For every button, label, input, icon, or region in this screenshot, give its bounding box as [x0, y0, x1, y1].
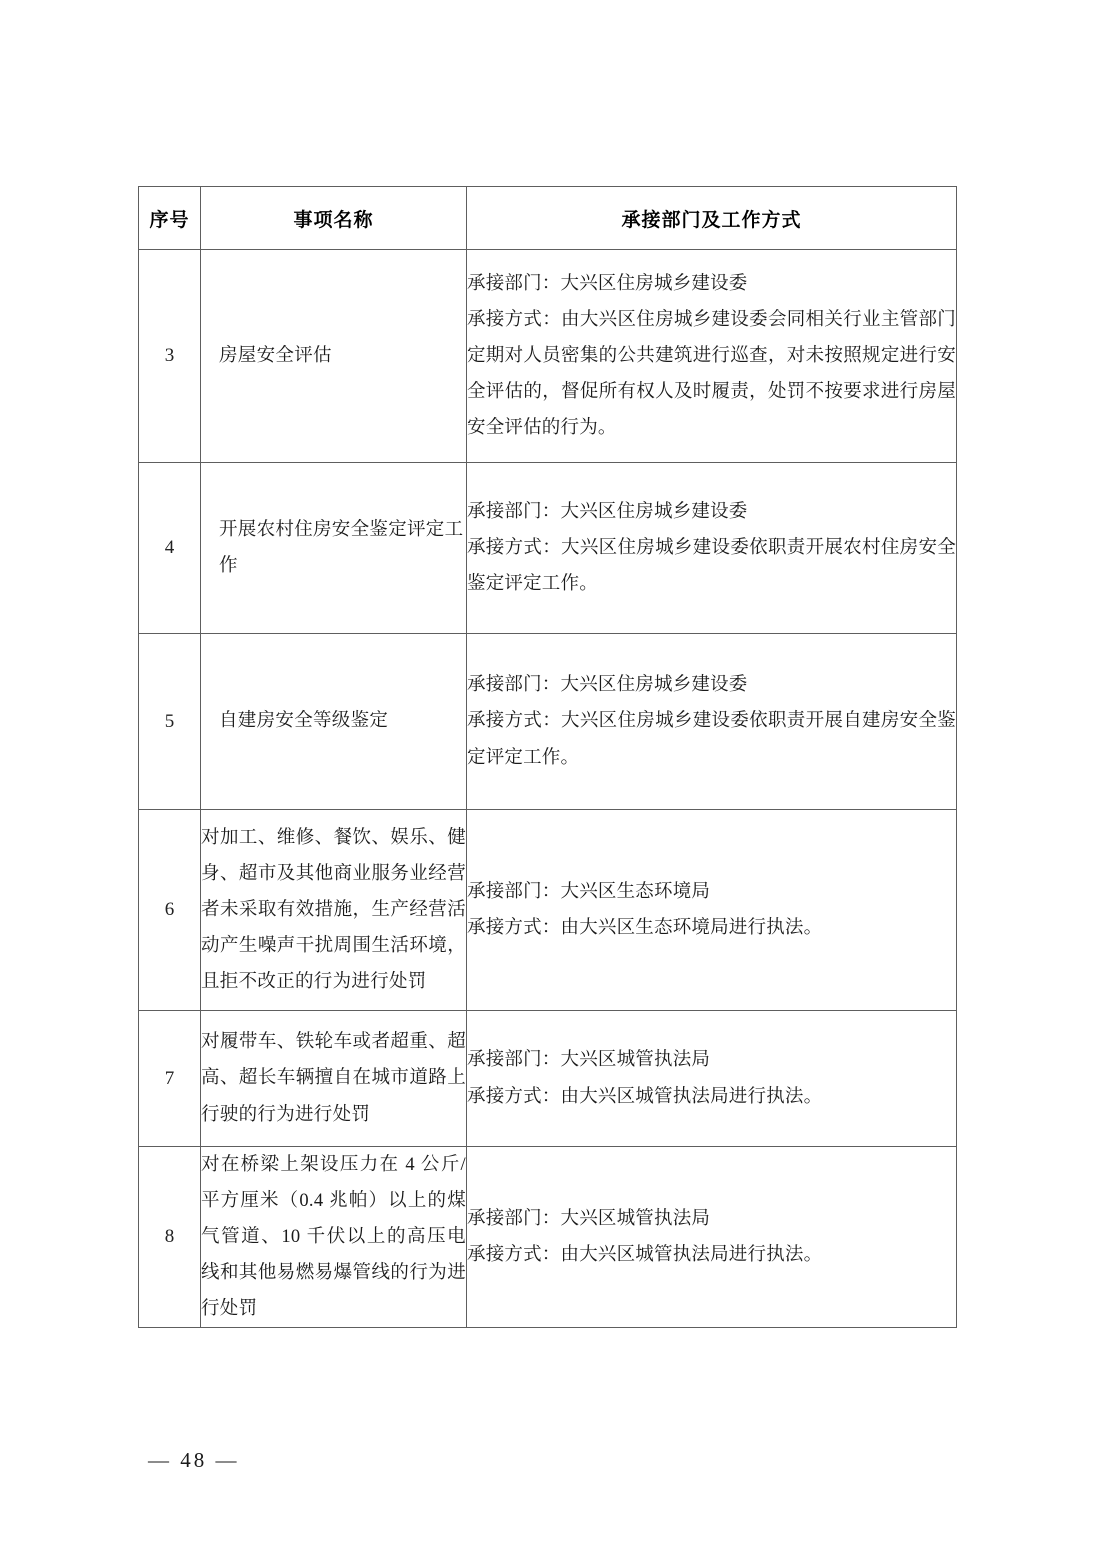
- row-department-method: [467, 1147, 957, 1328]
- department-line: 承接部门：大兴区城管执法局: [467, 1209, 711, 1230]
- department-line: 承接部门：大兴区生态环境局: [467, 881, 711, 902]
- department-line: 承接部门：大兴区住房城乡建设委: [467, 273, 748, 294]
- row-department-method: [467, 463, 957, 634]
- table-row: [139, 463, 957, 634]
- row-item-name: [201, 810, 467, 1011]
- row-item-name: 房屋安全评估: [201, 250, 467, 463]
- table-row: [139, 810, 957, 1011]
- method-line: 承接方式：由大兴区城管执法局进行执法。: [467, 1245, 823, 1266]
- column-header-sequence: 序号: [139, 187, 201, 250]
- responsibility-table: [138, 186, 957, 1328]
- item-name-text: 对加工、维修、餐饮、娱乐、健身、超市及其他商业服务业经营者未采取有效措施，生产经营活动产生噪声干扰周围生活环境，且拒不改正的行为进行处罚: [201, 827, 466, 993]
- column-header-department-method: 承接部门及工作方式: [467, 187, 957, 250]
- method-line: 承接方式：大兴区住房城乡建设委依职责开展农村住房安全鉴定评定工作。: [467, 537, 956, 595]
- department-line: 承接部门：大兴区住房城乡建设委: [467, 675, 748, 696]
- table-row: [139, 1011, 957, 1147]
- row-item-name: [201, 1147, 467, 1328]
- row-sequence-number: 3: [139, 250, 201, 463]
- method-line: 承接方式：由大兴区城管执法局进行执法。: [467, 1086, 823, 1107]
- method-line: 承接方式：大兴区住房城乡建设委依职责开展自建房安全鉴定评定工作。: [467, 711, 956, 768]
- row-sequence-number: 5: [139, 634, 201, 810]
- table-row: [139, 634, 957, 810]
- row-sequence-number: 6: [139, 810, 201, 1011]
- page-number: — 48 —: [148, 1448, 240, 1472]
- row-department-method: [467, 810, 957, 1011]
- column-header-item-name: 事项名称: [201, 187, 467, 250]
- table-row: [139, 1147, 957, 1328]
- row-sequence-number: 7: [139, 1011, 201, 1147]
- row-sequence-number: 8: [139, 1147, 201, 1328]
- method-line: 承接方式：由大兴区住房城乡建设委会同相关行业主管部门定期对人员密集的公共建筑进行巡查，对未按照规定进行安全评估的，督促所有权人及时履责，处罚不按要求进行房屋安全评估的行为。: [467, 309, 956, 439]
- department-line: 承接部门：大兴区住房城乡建设委: [467, 501, 748, 522]
- table-row: [139, 250, 957, 463]
- row-item-name: 自建房安全等级鉴定: [201, 634, 467, 810]
- row-department-method: [467, 1011, 957, 1147]
- row-item-name: [201, 1011, 467, 1147]
- row-department-method: [467, 250, 957, 463]
- item-name-text: 对在桥梁上架设压力在 4 公斤/平方厘米（0.4 兆帕）以上的煤气管道、10 千伏以上的高压电线和其他易燃易爆管线的行为进行处罚: [201, 1155, 466, 1320]
- item-name-text: 对履带车、铁轮车或者超重、超高、超长车辆擅自在城市道路上行驶的行为进行处罚: [201, 1032, 466, 1125]
- row-department-method: [467, 634, 957, 810]
- row-item-name: 开展农村住房安全鉴定评定工作: [201, 463, 467, 634]
- row-sequence-number: 4: [139, 463, 201, 634]
- department-line: 承接部门：大兴区城管执法局: [467, 1050, 711, 1071]
- table-header-row: [139, 187, 957, 250]
- method-line: 承接方式：由大兴区生态环境局进行执法。: [467, 918, 823, 938]
